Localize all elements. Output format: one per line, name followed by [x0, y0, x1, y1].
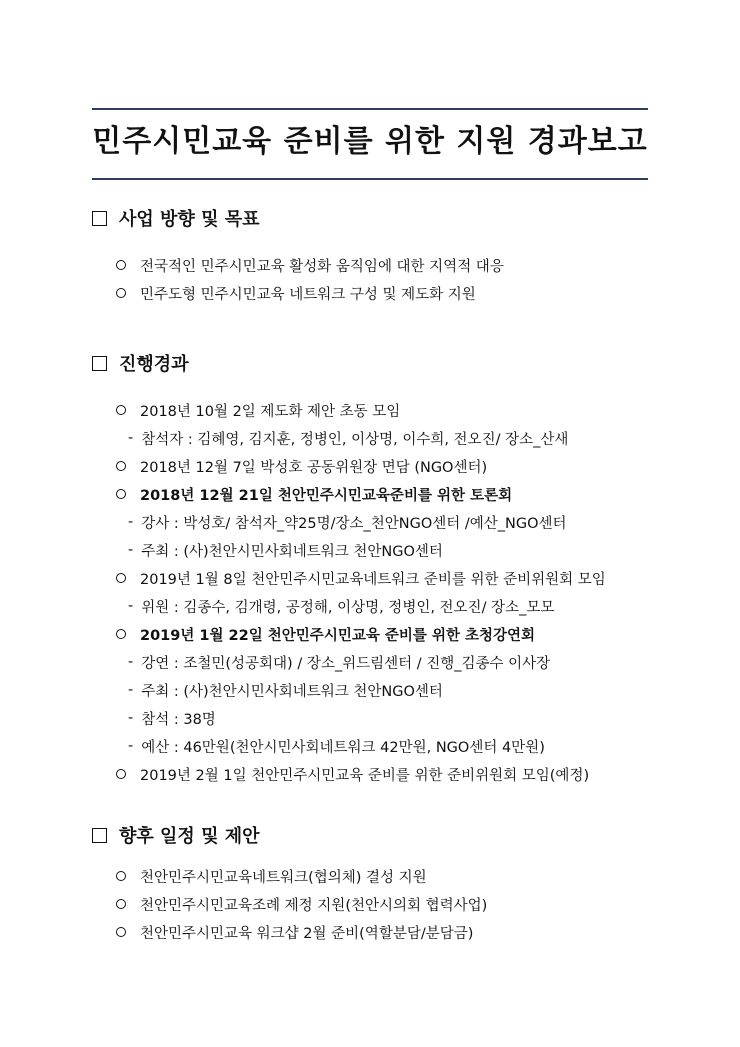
list-item: 전국적인 민주시민교육 활성화 움직임에 대한 지역적 대응	[90, 251, 690, 279]
section-heading-text: 사업 방향 및 목표	[119, 209, 260, 230]
sub-item: - 강연 : 조철민(성공회대) / 장소_위드림센터 / 진행_김종수 이사장	[128, 654, 551, 672]
circle-bullet-icon	[116, 629, 126, 639]
section-heading	[90, 205, 690, 231]
circle-bullet-icon	[116, 573, 126, 583]
checkbox-square-icon	[92, 828, 107, 843]
checkbox-square-icon	[92, 356, 107, 371]
circle-bullet-icon	[116, 405, 126, 415]
title-top-rule	[92, 108, 648, 110]
sub-item: - 예산 : 46만원(천안시민사회네트워크 42만원, NGO센터 4만원)	[128, 738, 545, 756]
section-heading-text: 진행경과	[119, 354, 189, 375]
list-item: 민주도형 민주시민교육 네트워크 구성 및 제도화 지원	[90, 279, 690, 307]
checkbox-square-icon	[92, 211, 107, 226]
circle-bullet-icon	[116, 260, 126, 270]
circle-bullet-icon	[116, 769, 126, 779]
title-bottom-rule	[92, 178, 648, 180]
circle-bullet-icon	[116, 927, 126, 937]
page-title: 민주시민교육 준비를 위한 지원 경과보고	[92, 124, 648, 159]
list-item-highlight: 2018년 12월 21일 천안민주시민교육준비를 위한 토론회	[90, 480, 690, 508]
sub-item: - 참석자 : 김혜영, 김지훈, 정병인, 이상명, 이수희, 전오진/ 장소_산새	[128, 430, 569, 448]
circle-bullet-icon	[116, 461, 126, 471]
circle-bullet-icon	[116, 899, 126, 909]
list-item: 천안민주시민교육 워크샵 2월 준비(역할분담/분담금)	[90, 918, 690, 946]
sub-item: - 주최 : (사)천안시민사회네트워크 천안NGO센터	[128, 542, 443, 560]
section-heading-text: 향후 일정 및 제안	[119, 826, 260, 847]
list-item: 2019년 2월 1일 천안민주시민교육 준비를 위한 준비위원회 모임(예정)	[90, 760, 690, 788]
section-heading	[90, 822, 690, 848]
list-item: 2018년 12월 7일 박성호 공동위원장 면담 (NGO센터)	[90, 452, 690, 480]
sub-item: - 참석 : 38명	[128, 710, 216, 728]
section-goals	[90, 205, 690, 307]
sub-item: - 위원 : 김종수, 김개령, 공정해, 이상명, 정병인, 전오진/ 장소_모모	[128, 598, 555, 616]
circle-bullet-icon	[116, 489, 126, 499]
section-progress	[90, 350, 690, 788]
section-heading	[90, 350, 690, 376]
circle-bullet-icon	[116, 871, 126, 881]
list-item: 천안민주시민교육조례 제정 지원(천안시의회 협력사업)	[90, 890, 690, 918]
sub-item: - 주최 : (사)천안시민사회네트워크 천안NGO센터	[128, 682, 443, 700]
section-future-plans	[90, 822, 690, 946]
sub-item: - 강사 : 박성호/ 참석자_약25명/장소_천안NGO센터 /예산_NGO센터	[128, 514, 567, 532]
list-item: 2019년 1월 8일 천안민주시민교육네트워크 준비를 위한 준비위원회 모임	[90, 564, 690, 592]
list-item: 2018년 10월 2일 제도화 제안 초동 모임	[90, 396, 690, 424]
list-item-highlight: 2019년 1월 22일 천안민주시민교육 준비를 위한 초청강연회	[90, 620, 690, 648]
list-item: 천안민주시민교육네트워크(협의체) 결성 지원	[90, 862, 690, 890]
circle-bullet-icon	[116, 288, 126, 298]
